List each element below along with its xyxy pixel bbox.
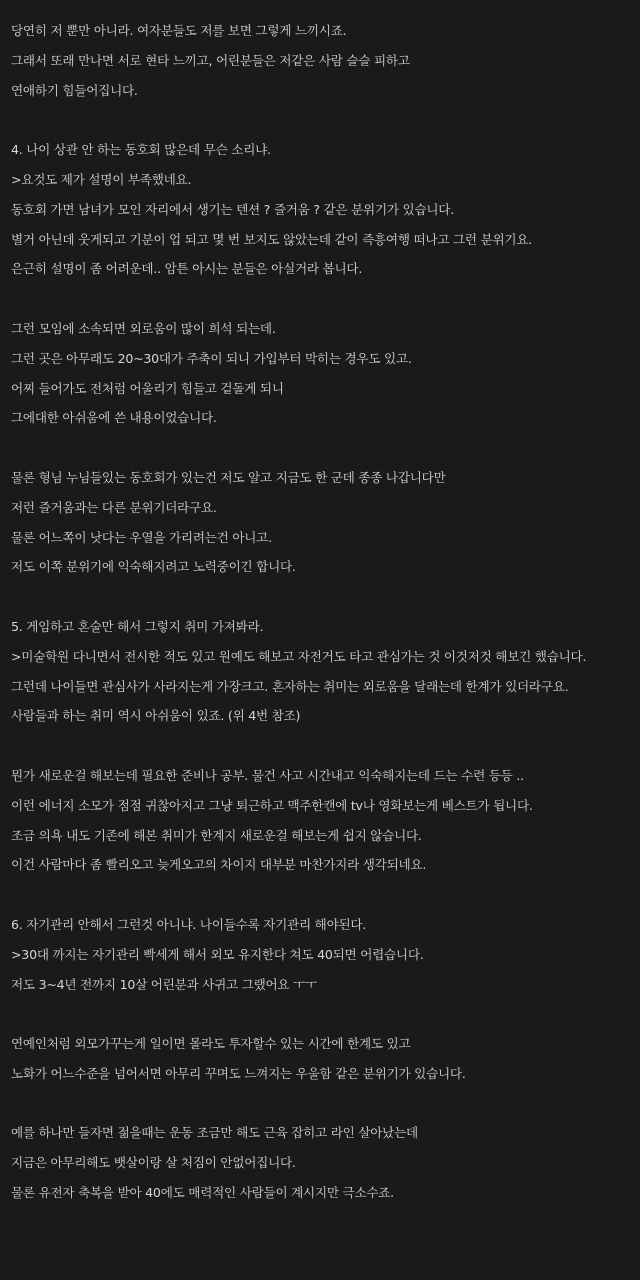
text-line: 물론 어느쪽이 낫다는 우열을 가리려는건 아니고. bbox=[11, 529, 272, 545]
blank-line bbox=[11, 105, 640, 135]
blank-line bbox=[11, 999, 640, 1029]
blank-line bbox=[11, 284, 640, 314]
text-line: 그런 곳은 아무래도 20~30대가 주축이 되니 가입부터 막히는 경우도 있고. bbox=[11, 350, 412, 366]
text-line: 연예인처럼 외모가꾸는게 일이면 몰라도 투자할수 있는 시간에 한계도 있고 bbox=[11, 1036, 411, 1052]
text-line: 당연히 저 뿐만 아니라. 여자분들도 저를 보면 그렇게 느끼시죠. bbox=[11, 23, 347, 38]
text-line: 노화가 어느수준을 넘어서면 아무리 꾸며도 느껴지는 우울함 같은 분위기가 있습니다. bbox=[11, 1065, 466, 1081]
text-line: 이런 에너지 소모가 점점 귀찮아지고 그냥 퇴근하고 맥주한캔에 tv나 영화보는게 베스트가 됩니다. bbox=[11, 797, 533, 813]
text-line: 저도 이쪽 분위기에 익숙해지려고 노력중이긴 합니다. bbox=[11, 559, 296, 575]
text-line: 저도 3~4년 전까지 10살 어린분과 사귀고 그랬어요 ㅜㅜ bbox=[11, 976, 317, 992]
text-line: 사람들과 하는 취미 역시 아쉬움이 있죠. (위 4번 참조) bbox=[11, 708, 301, 724]
section-heading-5: 5. 게임하고 혼술만 해서 그렇지 취미 가져봐라. bbox=[11, 618, 264, 634]
text-line: >미술학원 다니면서 전시한 적도 있고 원예도 해보고 자전거도 타고 관심가는 것 이것저것 해보긴 했습니다. bbox=[11, 648, 587, 664]
text-line: 물론 유전자 축복을 받아 40에도 매력적인 사람들이 계시지만 극소수죠. bbox=[11, 1185, 394, 1201]
text-line: 지금은 아무리해도 뱃살이랑 살 처짐이 안없어집니다. bbox=[11, 1155, 296, 1171]
text-line: 조금 의욕 내도 기존에 해본 취미가 한계지 새로운걸 해보는게 쉽지 않습니다. bbox=[11, 827, 422, 843]
blank-line bbox=[11, 880, 640, 910]
text-line: 어찌 들어가도 전처럼 어울리기 힘들고 겉돌게 되니 bbox=[11, 380, 284, 396]
text-line: 물론 형님 누님들있는 동호회가 있는건 저도 알고 지금도 한 군데 종종 나갑니다만 bbox=[11, 469, 446, 485]
text-line: 은근히 설명이 좀 어려운데.. 암튼 아시는 분들은 아실거라 봅니다. bbox=[11, 261, 363, 277]
text-line: 이건 사람마다 좀 빨리오고 늦게오고의 차이지 대부분 마찬가지라 생각되네요. bbox=[11, 857, 427, 873]
text-line: 저런 즐거움과는 다른 분위기더라구요. bbox=[11, 499, 217, 515]
text-line: 그에대한 아쉬움에 쓴 내용이었습니다. bbox=[11, 410, 217, 426]
text-line: >30대 까지는 자기관리 빡세게 해서 외모 유지한다 쳐도 40되면 어렵습니다. bbox=[11, 946, 424, 962]
text-line: 별거 아닌데 웃게되고 기분이 업 되고 몇 번 보지도 않았는데 같이 즉흥여행 떠나고 그런 분위기요. bbox=[11, 231, 533, 247]
text-line: 연애하기 힘들어집니다. bbox=[11, 82, 138, 98]
text-line: >요것도 제가 설명이 부족했네요. bbox=[11, 171, 192, 187]
section-heading-4: 4. 나이 상관 안 하는 동호회 많은데 무슨 소리냐. bbox=[11, 142, 271, 158]
section-heading-6: 6. 자기관리 안해서 그런것 아니냐. 나이들수록 자기관리 해야된다. bbox=[11, 916, 367, 932]
blank-line bbox=[11, 433, 640, 463]
text-line: 그래서 또래 만나면 서로 현타 느끼고, 어린분들은 저같은 사람 슬슬 피하고 bbox=[11, 52, 410, 68]
text-line: 동호회 가면 남녀가 모인 자리에서 생기는 텐션 ? 즐거움 ? 같은 분위기가 있습니다. bbox=[11, 201, 454, 217]
text-line: 뭔가 새로운걸 해보는데 필요한 준비나 공부. 물건 사고 시간내고 익숙해지는데 드는 수련 등등 .. bbox=[11, 767, 524, 783]
blank-line bbox=[11, 1089, 640, 1119]
blank-line bbox=[11, 731, 640, 761]
text-line: 그런 모임에 소속되면 외로움이 많이 희석 되는데. bbox=[11, 320, 276, 336]
text-line: 예를 하나만 들자면 젊을때는 운동 조금만 해도 근육 잡히고 라인 살아났는데 bbox=[11, 1125, 418, 1141]
text-line: 그런데 나이들면 관심사가 사라지는게 가장크고. 혼자하는 취미는 외로움을 달래는데 한계가 있더라구요. bbox=[11, 678, 569, 694]
blank-line bbox=[11, 582, 640, 612]
